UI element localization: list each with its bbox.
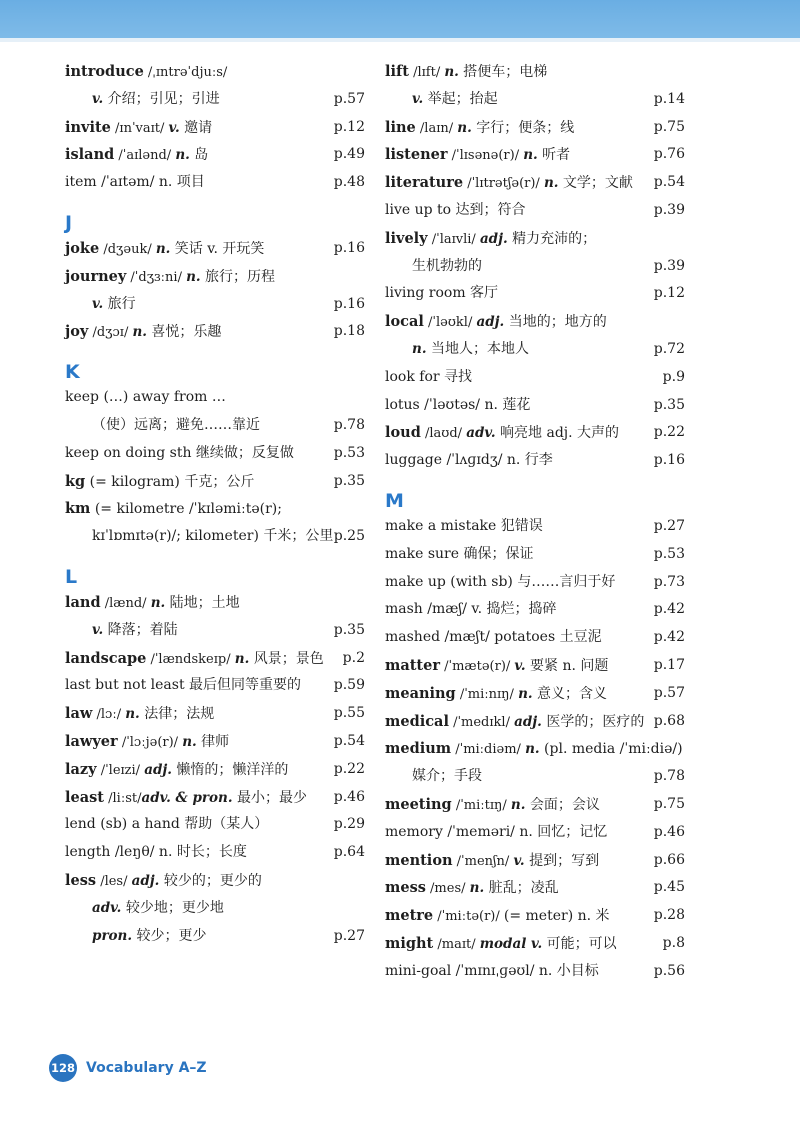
part-of-speech: adv. & pron. <box>141 789 233 806</box>
part-of-speech: n. <box>469 880 485 897</box>
headword: lazy <box>65 760 97 778</box>
definition: 最小；最少 <box>232 789 307 806</box>
part-of-speech: n. <box>150 594 166 611</box>
page-reference: p.68 <box>653 712 685 729</box>
definition: 岛 <box>189 147 209 164</box>
definition: 搭便车；电梯 <box>458 64 548 80</box>
pronunciation: /mes/ <box>425 881 470 897</box>
pronunciation: /les/ <box>96 873 132 889</box>
headword: lively <box>385 229 428 247</box>
page-reference: p.57 <box>653 684 685 701</box>
page-reference: p.9 <box>662 368 685 385</box>
part-of-speech: n. <box>457 119 472 136</box>
vocab-entry <box>385 513 685 541</box>
part-of-speech: adv. <box>466 425 496 442</box>
page-reference: p.42 <box>653 629 685 646</box>
part-of-speech: modal v. <box>479 935 543 952</box>
page-reference: p.28 <box>653 907 685 924</box>
part-of-speech: adv. <box>92 899 122 916</box>
headword: listener <box>385 146 448 164</box>
pronunciation: /dʒɔɪ/ <box>88 325 133 341</box>
definition: (pl. media /ˈmiːdiə/) <box>539 741 683 758</box>
headword: joke <box>65 239 100 257</box>
pronunciation: /liːst/ <box>104 790 142 806</box>
pronunciation: /ɪnˈvaɪt/ <box>110 120 169 136</box>
pronunciation: /lɔː/ <box>92 707 126 723</box>
pronunciation: /ˈaɪlənd/ <box>114 148 176 164</box>
headword: invite <box>65 118 111 136</box>
vocab-entry <box>385 447 685 475</box>
vocab-entry <box>65 86 365 114</box>
page-reference: p.76 <box>653 146 685 163</box>
vocab-entry <box>65 235 365 263</box>
vocab-entry <box>65 58 365 86</box>
headword: landscape <box>65 649 147 667</box>
page-reference: p.22 <box>653 424 685 441</box>
page-reference: p.22 <box>333 760 365 777</box>
vocab-entry <box>385 958 685 986</box>
vocab-entry <box>385 364 685 392</box>
vocab-entry <box>65 169 365 197</box>
definition: 陆地；土地 <box>165 594 240 611</box>
definition: living room 客厅 <box>385 285 499 302</box>
vocab-entry <box>385 308 685 336</box>
definition: 当地人；本地人 <box>426 340 529 357</box>
definition: mini-goal /ˈmɪnɪˌɡəʊl/ n. 小目标 <box>385 962 599 979</box>
definition: 当地的；地方的 <box>504 314 607 331</box>
definition: mashed /mæʃt/ potatoes 土豆泥 <box>385 629 602 646</box>
page-reference: p.29 <box>333 816 365 833</box>
page-reference: p.14 <box>653 90 685 107</box>
vocab-entry <box>65 839 365 867</box>
vocabulary-column-right <box>385 58 685 986</box>
part-of-speech: v. <box>412 90 424 107</box>
definition: make sure 确保；保证 <box>385 545 534 562</box>
definition: 响亮地 adj. 大声的 <box>495 425 620 442</box>
vocab-entry <box>65 728 365 756</box>
page-reference: p.53 <box>653 545 685 562</box>
page-reference: p.54 <box>653 174 685 191</box>
headword: line <box>385 118 416 136</box>
definition: （使）远离；避免……靠近 <box>92 416 260 433</box>
vocab-entry <box>385 791 685 819</box>
definition: 风景；景色 <box>249 650 324 667</box>
vocab-entry <box>65 141 365 169</box>
vocab-entry <box>385 58 685 86</box>
page-reference: p.64 <box>333 844 365 861</box>
headword: joy <box>65 323 89 341</box>
definition: 笑话 v. 开玩笑 <box>170 240 265 257</box>
definition: 意义；含义 <box>532 685 608 702</box>
page-reference: p.75 <box>653 118 685 135</box>
vocab-entry <box>65 867 365 895</box>
definition: mash /mæʃ/ v. 捣烂；捣碎 <box>385 601 557 618</box>
definition: 字行；便条；线 <box>471 119 575 136</box>
part-of-speech: v. <box>92 90 104 107</box>
headword: kg <box>65 472 86 490</box>
page-reference: p.55 <box>333 705 365 722</box>
part-of-speech: adj. <box>479 230 508 247</box>
vocab-entry <box>65 756 365 784</box>
pronunciation: /lænd/ <box>100 595 151 611</box>
page-reference: p.48 <box>333 174 365 191</box>
page-reference: p.75 <box>653 795 685 812</box>
vocab-entry <box>65 523 365 551</box>
vocab-entry <box>65 468 365 496</box>
headword: journey <box>65 267 127 285</box>
definition: 生机勃勃的 <box>412 257 482 274</box>
part-of-speech: n. <box>412 340 427 357</box>
vocab-entry <box>385 847 685 875</box>
part-of-speech: v. <box>92 295 104 312</box>
part-of-speech: v. <box>92 621 104 638</box>
pronunciation: /ˈlɪsənə(r)/ <box>447 148 524 164</box>
vocab-entry <box>65 114 365 142</box>
definition: (= kilogram) 千克；公斤 <box>85 473 255 490</box>
part-of-speech: adj. <box>514 713 542 730</box>
definition: 要紧 n. 问题 <box>525 657 609 674</box>
vocab-entry <box>385 624 685 652</box>
part-of-speech: n. <box>518 685 533 702</box>
page-reference: p.18 <box>333 323 365 340</box>
page-reference: p.53 <box>333 444 365 461</box>
definition: 较少地；更少地 <box>121 899 224 916</box>
page-reference: p.46 <box>653 823 685 840</box>
vocab-entry <box>385 280 685 308</box>
vocabulary-column-left <box>65 58 365 950</box>
vocab-entry <box>385 86 685 114</box>
pronunciation: /laɪn/ <box>415 120 458 136</box>
headword: least <box>65 788 104 806</box>
definition: length /leŋθ/ n. 时长；长度 <box>65 844 247 861</box>
vocab-entry <box>65 923 365 951</box>
vocab-entry <box>385 930 685 958</box>
page-reference: p.25 <box>333 528 365 545</box>
headword: metre <box>385 907 434 925</box>
section-title: Vocabulary A–Z <box>86 1060 207 1076</box>
page-reference: p.56 <box>653 962 685 979</box>
pronunciation: /ˈmiːtɪŋ/ <box>451 797 511 813</box>
definition: 提到；写到 <box>524 852 600 869</box>
vocab-entry <box>385 114 685 142</box>
part-of-speech: n. <box>510 796 526 813</box>
pronunciation: /maɪt/ <box>433 936 480 952</box>
page-reference: p.45 <box>653 879 685 896</box>
vocab-entry <box>65 617 365 645</box>
vocab-entry <box>385 708 685 736</box>
definition: live up to 达到；符合 <box>385 201 526 218</box>
headword: medium <box>385 740 452 758</box>
definition: keep on doing sth 继续做；反复做 <box>65 444 294 461</box>
page-reference: p.46 <box>333 788 365 805</box>
page-reference: p.78 <box>333 416 365 433</box>
page-reference: p.78 <box>653 768 685 785</box>
page-reference: p.35 <box>653 396 685 413</box>
headword: loud <box>385 424 421 442</box>
vocab-entry <box>385 680 685 708</box>
headword: literature <box>385 174 464 192</box>
vocab-entry <box>385 541 685 569</box>
vocab-entry <box>65 589 365 617</box>
part-of-speech: n. <box>234 650 250 667</box>
vocab-entry <box>65 672 365 700</box>
page-reference: p.17 <box>653 656 685 673</box>
pronunciation: /ˈmiːnɪŋ/ <box>455 686 519 702</box>
section-letter: L <box>65 565 78 588</box>
vocab-entry <box>385 197 685 225</box>
pronunciation: /ˈlɔːjə(r)/ <box>117 734 183 750</box>
page-reference: p.16 <box>653 452 685 469</box>
definition: 文学；文献 <box>558 175 633 192</box>
part-of-speech: n. <box>525 741 540 758</box>
definition: item /ˈaɪtəm/ n. 项目 <box>65 174 205 191</box>
headword: law <box>65 705 93 723</box>
definition: 介绍；引见；引进 <box>103 90 220 107</box>
page-reference: p.35 <box>333 621 365 638</box>
vocab-entry <box>65 645 365 673</box>
page-number-badge: 128 <box>49 1054 77 1082</box>
headword: might <box>385 934 434 952</box>
headword: mess <box>385 879 426 897</box>
vocab-entry <box>65 440 365 468</box>
pronunciation: /ˈlɪtrətʃə(r)/ <box>463 176 544 192</box>
definition: make up (with sb) 与……言归于好 <box>385 573 616 590</box>
vocab-entry <box>385 652 685 680</box>
headword: introduce <box>65 63 144 80</box>
page-reference: p.16 <box>333 295 365 312</box>
definition: 旅行 <box>103 295 136 312</box>
vocab-entry <box>385 874 685 902</box>
part-of-speech: v. <box>513 852 525 869</box>
page-reference: p.59 <box>333 677 365 694</box>
vocab-entry <box>65 700 365 728</box>
definition: 旅行；历程 <box>200 268 276 285</box>
vocab-entry <box>385 169 685 197</box>
vocab-entry <box>65 291 365 319</box>
page-reference: p.35 <box>333 472 365 489</box>
definition: last but not least 最后但同等重要的 <box>65 677 302 694</box>
page-reference: p.54 <box>333 732 365 749</box>
part-of-speech: adj. <box>476 314 505 331</box>
headword: meeting <box>385 795 452 813</box>
definition: (= meter) n. 米 <box>503 908 610 925</box>
headword: lawyer <box>65 732 118 750</box>
vocab-entry <box>385 225 685 253</box>
section-letter: K <box>65 361 80 384</box>
part-of-speech: adj. <box>131 872 160 889</box>
definition: 喜悦；乐趣 <box>146 324 222 341</box>
definition: 医学的；医疗的 <box>541 713 645 730</box>
page-reference: p.16 <box>333 239 365 256</box>
page-reference: p.27 <box>333 927 365 944</box>
page-reference: p.66 <box>653 851 685 868</box>
vocab-entry <box>65 895 365 923</box>
part-of-speech: n. <box>155 240 171 257</box>
vocab-entry <box>385 819 685 847</box>
vocab-entry <box>385 419 685 447</box>
part-of-speech: n. <box>125 706 140 723</box>
headword: island <box>65 146 115 164</box>
page-reference: p.27 <box>653 517 685 534</box>
definition: 懒惰的；懒洋洋的 <box>171 761 289 778</box>
pronunciation: /ˈlændskeɪp/ <box>146 651 235 667</box>
definition: 可能；可以 <box>542 935 617 952</box>
vocab-entry <box>65 318 365 346</box>
section-letter: J <box>65 211 73 234</box>
definition: make a mistake 犯错误 <box>385 517 543 534</box>
definition: lend (sb) a hand 帮助（某人） <box>65 816 269 833</box>
pronunciation: /lɪft/ <box>408 65 445 80</box>
definition: look for 寻找 <box>385 368 473 385</box>
vocab-entry <box>385 253 685 281</box>
definition: 邀请 <box>179 119 213 136</box>
definition: lotus /ˈləʊtəs/ n. 莲花 <box>385 396 531 413</box>
vocab-entry <box>385 569 685 597</box>
pronunciation: /dʒəuk/ <box>99 241 156 257</box>
definition: 举起；抬起 <box>423 90 498 107</box>
part-of-speech: n. <box>523 147 538 164</box>
pronunciation: /ˈmiːdiəm/ <box>451 742 526 758</box>
page-reference: p.73 <box>653 573 685 590</box>
page-reference: p.12 <box>333 118 365 135</box>
vocab-entry <box>385 336 685 364</box>
definition: luggage /ˈlʌɡɪdʒ/ n. 行李 <box>385 452 553 469</box>
headword: meaning <box>385 684 456 702</box>
vocab-entry <box>385 735 685 763</box>
page-reference: p.2 <box>342 649 365 666</box>
vocab-entry <box>65 263 365 291</box>
part-of-speech: pron. <box>92 927 133 944</box>
vocab-entry <box>65 384 365 412</box>
definition: 会面；会议 <box>525 796 600 813</box>
headword: lift <box>385 63 409 80</box>
part-of-speech: n. <box>132 324 147 341</box>
pronunciation: /ˈleɪzi/ <box>96 762 145 778</box>
section-letter: M <box>385 489 404 512</box>
definition: 法律；法规 <box>139 706 215 723</box>
headword: local <box>385 313 424 331</box>
pronunciation: /ˈmenʃn/ <box>452 853 514 869</box>
definition: 媒介；手段 <box>412 768 482 785</box>
headword: less <box>65 871 97 889</box>
vocab-entry <box>385 141 685 169</box>
page-reference: p.8 <box>662 934 685 951</box>
page-reference: p.49 <box>333 146 365 163</box>
vocab-entry <box>385 902 685 930</box>
pronunciation: /ˈmiːtə(r)/ <box>433 909 504 925</box>
vocab-entry <box>385 392 685 420</box>
part-of-speech: n. <box>543 175 559 192</box>
page-reference: p.39 <box>653 201 685 218</box>
pronunciation: /ˈlaɪvli/ <box>427 231 480 247</box>
definition: 较少；更少 <box>132 927 207 944</box>
headword: matter <box>385 656 440 674</box>
part-of-speech: adj. <box>144 761 172 778</box>
page-reference: p.39 <box>653 257 685 274</box>
headword: land <box>65 593 101 611</box>
pronunciation: /ˈləʊkl/ <box>423 315 477 331</box>
page-reference: p.12 <box>653 285 685 302</box>
page-reference: p.57 <box>333 90 365 107</box>
part-of-speech: n. <box>182 733 197 750</box>
page-reference: p.72 <box>653 340 685 357</box>
definition: 律师 <box>196 733 230 750</box>
vocab-entry <box>385 596 685 624</box>
pronunciation: /ˈmætə(r)/ <box>440 658 515 674</box>
vocab-entry <box>65 495 365 523</box>
definition: (= kilometre /ˈkɪləmiːtə(r); <box>90 501 282 518</box>
pronunciation: /ˈdʒɜːni/ <box>126 269 187 285</box>
definition: memory /ˈmeməri/ n. 回忆；记忆 <box>385 823 608 840</box>
pronunciation: /ˌɪntrəˈdjuːs/ <box>143 65 228 80</box>
definition: 精力充沛的； <box>507 230 597 247</box>
part-of-speech: n. <box>186 268 201 285</box>
part-of-speech: n. <box>444 64 459 80</box>
definition: 听者 <box>537 147 571 164</box>
definition: 脏乱；凌乱 <box>484 880 559 897</box>
definition: 较少的；更少的 <box>159 872 262 889</box>
vocab-entry <box>385 763 685 791</box>
headword: km <box>65 500 91 518</box>
definition: kɪˈlɒmɪtə(r)/; kilometer) 千米；公里 <box>92 528 334 545</box>
top-color-band <box>0 0 800 38</box>
page-reference: p.42 <box>653 601 685 618</box>
pronunciation: /laʊd/ <box>420 426 467 442</box>
vocab-entry <box>65 784 365 812</box>
definition: 降落；着陆 <box>103 621 178 638</box>
definition: keep (…) away from … <box>65 389 226 406</box>
vocab-entry <box>65 412 365 440</box>
headword: mention <box>385 851 453 869</box>
part-of-speech: n. <box>175 147 190 164</box>
pronunciation: /ˈmedɪkl/ <box>448 714 515 730</box>
vocab-entry <box>65 811 365 839</box>
part-of-speech: v. <box>514 657 526 674</box>
headword: medical <box>385 712 449 730</box>
part-of-speech: v. <box>168 119 180 136</box>
